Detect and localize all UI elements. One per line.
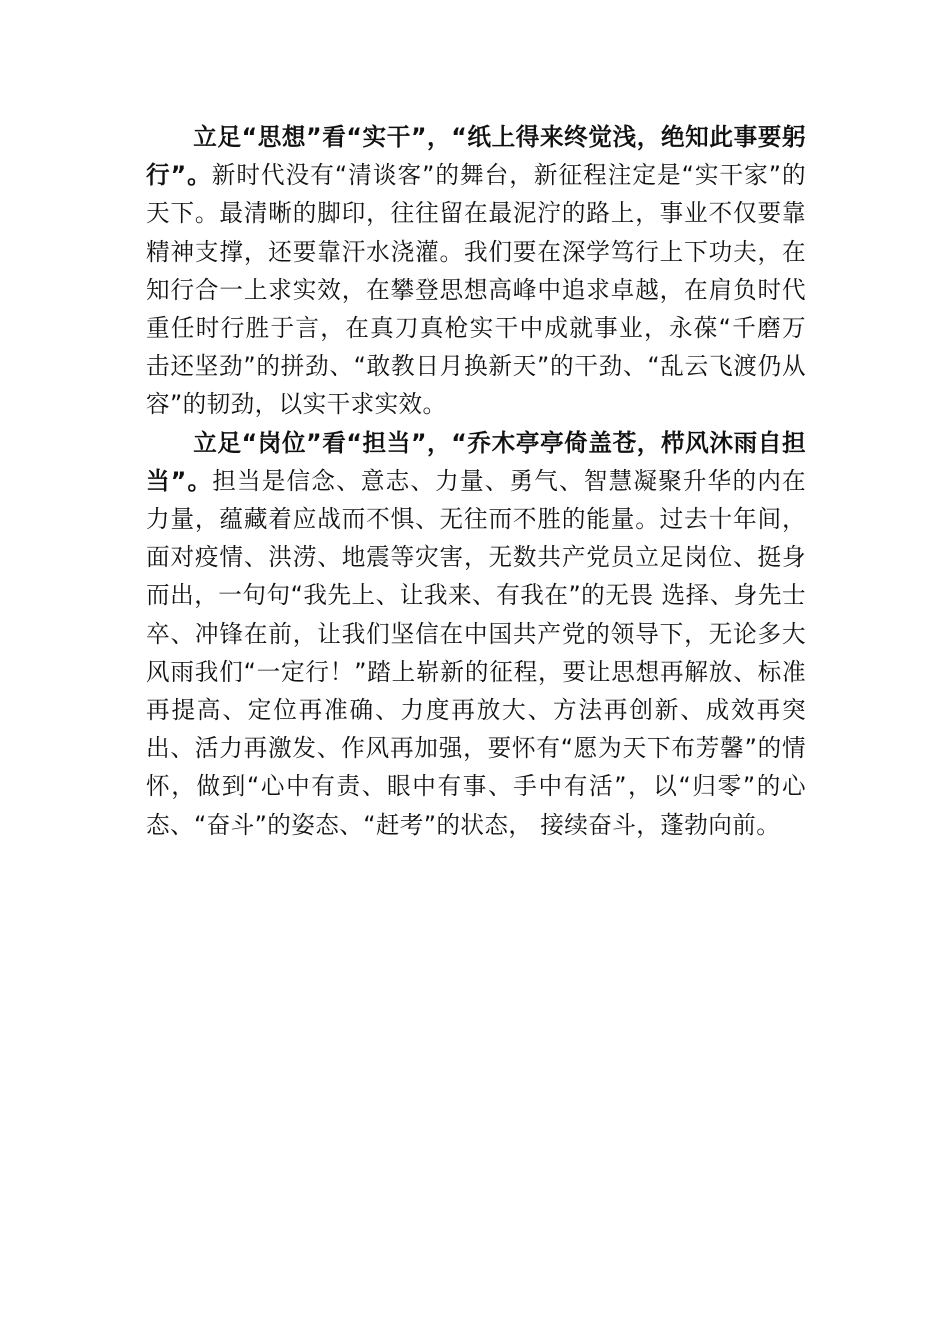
document-body	[146, 118, 806, 844]
paragraph-body-thought-action: 新时代没有“清谈客”的舞台，新征程注定是“实干家”的天下。最清晰的脚印，往往留在最泥泞的路上，事业不仅要靠精神支撑，还要靠汗水浇灌。我们要在深学笃行上下功夫，在知行合一上求实效，在攀登思想高峰中追求卓越，在肩负时代重任时行胜于言，在真刀真枪实干中成就事业，永葆“千磨万击还坚劲”的拼劲、“敢教日月换新天”的干劲、“乱云飞渡仍从容”的韧劲，以实干求实效。	[146, 161, 806, 419]
paragraph-lead-thought-action: 立足“思想”看“实干”，“纸上得来终觉浅，绝知此事要躬行”。	[146, 123, 806, 190]
paragraph-lead-post-responsibility: 立足“岗位”看“担当”，“乔木亭亭倚盖苍，栉风沐雨自担当”。	[146, 428, 806, 495]
paragraph-post-responsibility	[146, 424, 806, 844]
paragraph-thought-action	[146, 118, 806, 424]
paragraph-body-post-responsibility: 担当是信念、意志、力量、勇气、智慧凝聚升华的内在力量，蕴藏着应战而不惧、无往而不胜的能量。过去十年间，面对疫情、洪涝、地震等灾害，无数共产党员立足岗位、挺身而出，一句句“我先上、让我来、有我在”的无畏 选择、身先士卒、冲锋在前，让我们坚信在中国共产党的领导下，无论多大风雨我们“一定行！”踏上崭新的征程，要让思想再解放、标准再提高、定位再准确、力度再放大、方法再创新、成效再突出、活力再激发、作风再加强，要怀有“愿为天下布芳馨”的情怀，做到“心中有责、眼中有事、手中有活”，以“归零”的心态、“奋斗”的姿态、“赶考”的状态， 接续奋斗，蓬勃向前。	[146, 466, 806, 839]
